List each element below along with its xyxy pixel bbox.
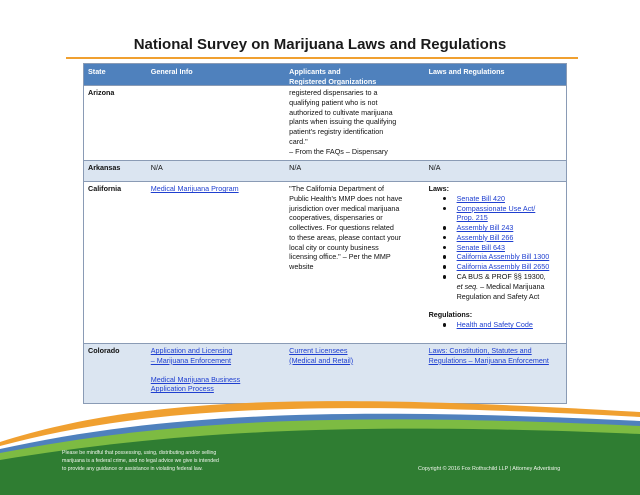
california-applicants-line: collectives. For questions related	[289, 223, 394, 233]
california-applicants	[285, 182, 424, 343]
list-item	[439, 252, 562, 262]
title-rule	[66, 57, 578, 59]
california-applicants-line: cooperatives, dispensaries or	[289, 213, 383, 223]
arizona-applicants-line: plants when issuing the qualifying	[289, 117, 397, 127]
disclaimer-line: to provide any guidance or assistance in violating federal law.	[62, 465, 203, 472]
state-arkansas: Arkansas	[88, 163, 121, 172]
assembly-bill-2650-link[interactable]: California Assembly Bill 2650	[456, 262, 550, 272]
table-row-california	[84, 182, 566, 344]
bus-prof-line-3: Regulation and Safety Act	[456, 291, 540, 301]
footer-wave	[0, 400, 640, 495]
bus-prof-line-1: CA BUS & PROF §§ 19300,	[456, 272, 546, 282]
footer-wave-graphic	[0, 400, 640, 495]
header-applicants-line-2: Registered Organizations	[289, 76, 377, 85]
list-item	[439, 320, 562, 330]
assembly-bill-1300-link[interactable]: California Assembly Bill 1300	[456, 252, 550, 262]
california-regulations-list	[429, 320, 562, 330]
disclaimer-line: Please be mindful that possessing, using, distributing and/or selling	[62, 450, 217, 456]
header-state: State	[88, 67, 106, 76]
header-laws: Laws and Regulations	[428, 67, 505, 76]
regulations-label: Regulations:	[428, 310, 473, 320]
arizona-general	[147, 86, 285, 160]
bus-prof-line-2-rest: – Medical Marijuana	[478, 281, 545, 291]
california-applicants-line: jurisdiction over medical marijuana	[289, 203, 400, 213]
list-item	[439, 272, 562, 301]
table-header-row	[84, 64, 566, 86]
arizona-applicants-line: card."	[289, 136, 308, 146]
colorado-laws	[425, 344, 566, 403]
colorado-applicants	[285, 344, 424, 403]
list-item	[439, 204, 562, 224]
california-applicants-line: to these areas, please contact your	[289, 232, 402, 242]
california-laws-list	[429, 194, 562, 302]
california-applicants-line: "The California Department of	[289, 184, 385, 193]
list-item	[439, 233, 562, 243]
california-applicants-line: licensing office." – Per the MMP	[289, 252, 391, 262]
compassionate-use-act-link[interactable]: Compassionate Use Act/	[456, 203, 536, 213]
table-row-arkansas	[84, 161, 566, 182]
california-applicants-line: website	[289, 262, 314, 272]
page-title: National Survey on Marijuana Laws and Regulations	[133, 36, 507, 53]
arkansas-applicants: N/A	[289, 163, 302, 172]
header-applicants-line-1: Applicants and	[289, 67, 341, 76]
california-applicants-line: Public Health's MMP does not have	[289, 193, 403, 203]
state-colorado: Colorado	[88, 346, 120, 355]
bus-prof-line-2	[457, 282, 545, 291]
arizona-applicants-line: qualifying patient who is not	[289, 97, 378, 107]
disclaimer-line: marijuana is a federal crime, and no legal advice we give is intended	[62, 457, 219, 464]
medical-marijuana-program-link[interactable]: Medical Marijuana Program	[150, 184, 239, 193]
list-item	[439, 262, 562, 272]
et-seq-text: et seq.	[456, 281, 479, 291]
business-application-link[interactable]: Medical Marijuana Business	[150, 374, 241, 384]
arkansas-general: N/A	[150, 163, 163, 172]
list-item	[439, 223, 562, 233]
regulations-enforcement-link[interactable]: Regulations – Marijuana Enforcement	[428, 355, 549, 365]
header-general-info: General Info	[150, 67, 193, 76]
assembly-bill-243-link[interactable]: Assembly Bill 243	[456, 223, 514, 233]
arizona-applicants	[285, 86, 424, 160]
disclaimer-text	[62, 450, 282, 473]
arizona-applicants-line: patient's registry identification	[289, 127, 384, 137]
health-and-safety-code-link[interactable]: Health and Safety Code	[456, 320, 533, 330]
laws-constitution-link[interactable]: Laws: Constitution, Statutes and	[428, 346, 532, 355]
list-item	[439, 243, 562, 253]
california-laws	[425, 182, 566, 343]
assembly-bill-266-link[interactable]: Assembly Bill 266	[456, 232, 514, 242]
arizona-applicants-line: – From the FAQs – Dispensary	[289, 146, 388, 156]
current-licensees-link[interactable]: Current Licensees	[289, 346, 348, 355]
california-applicants-line: local city or county business	[289, 242, 379, 252]
laws-label: Laws:	[428, 184, 449, 193]
marijuana-enforcement-link[interactable]: – Marijuana Enforcement	[150, 355, 232, 365]
senate-bill-420-link[interactable]: Senate Bill 420	[456, 193, 505, 203]
laws-table	[83, 63, 567, 404]
colorado-general	[147, 344, 285, 403]
table-row-colorado	[84, 344, 566, 403]
arizona-applicants-line: authorized to cultivate marijuana	[289, 107, 393, 117]
arizona-applicants-line: registered dispensaries to a	[289, 88, 378, 97]
arkansas-laws: N/A	[428, 163, 441, 172]
senate-bill-643-link[interactable]: Senate Bill 643	[456, 242, 505, 252]
california-general	[147, 182, 285, 343]
medical-retail-link[interactable]: (Medical and Retail)	[289, 355, 354, 365]
list-item	[439, 194, 562, 204]
application-process-link[interactable]: Application Process	[150, 384, 214, 394]
state-arizona: Arizona	[88, 88, 115, 97]
application-licensing-link[interactable]: Application and Licensing	[150, 346, 233, 355]
table-row-arizona	[84, 86, 566, 161]
header-applicants	[285, 64, 424, 85]
state-california: California	[88, 184, 122, 193]
prop-215-link[interactable]: Prop. 215	[456, 213, 488, 223]
copyright-text: Copyright © 2016 Fox Rothschild LLP | Attorney Advertising	[418, 466, 561, 472]
arizona-laws	[425, 86, 566, 160]
